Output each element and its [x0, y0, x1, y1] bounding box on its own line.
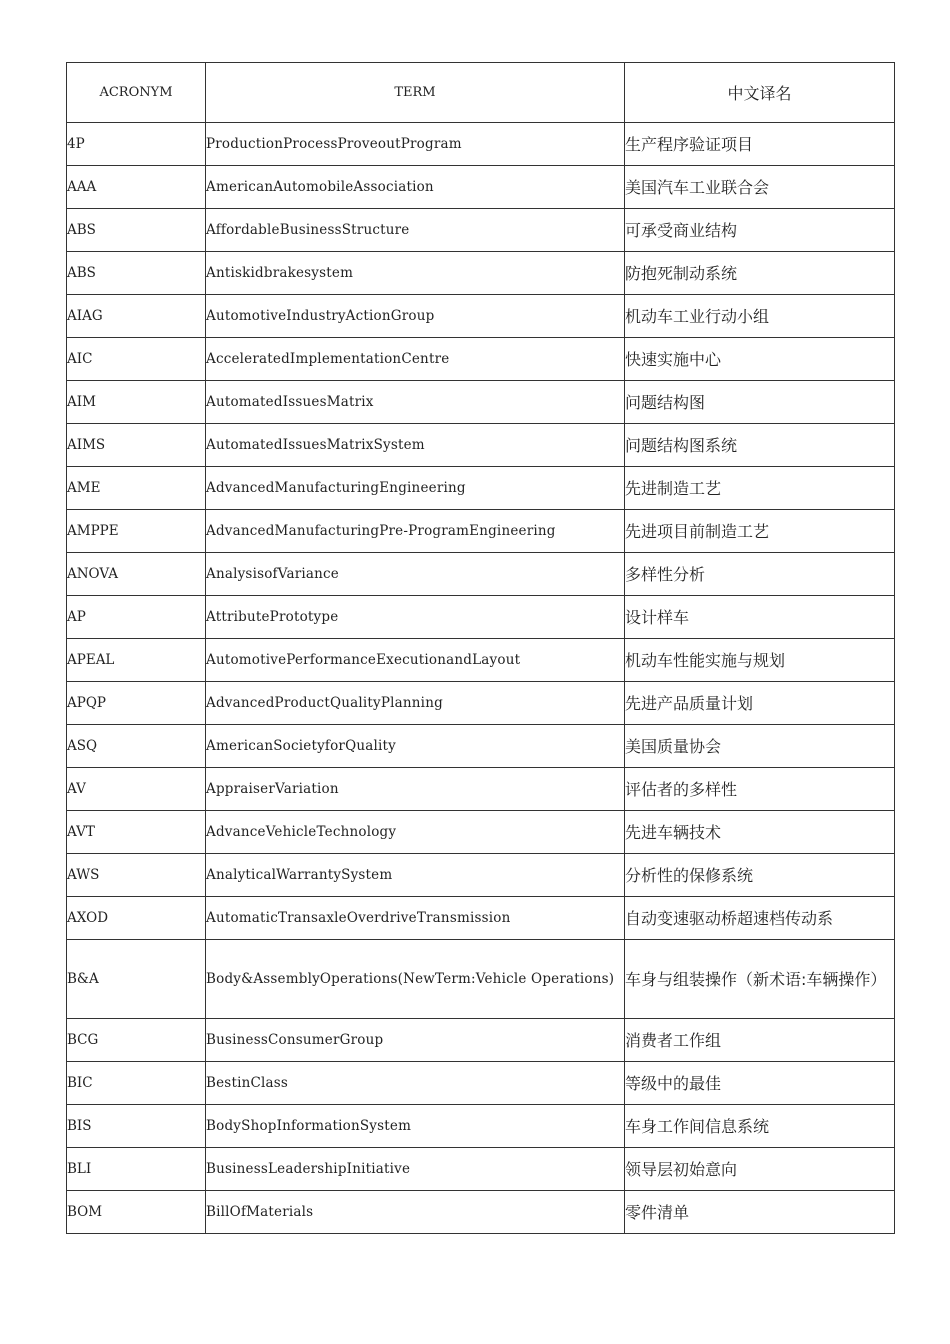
- table-row: [67, 1019, 895, 1062]
- table-row: [67, 682, 895, 725]
- acronym-cell: APQP: [67, 682, 206, 725]
- chinese-name-cell: 问题结构图系统: [625, 424, 895, 467]
- header-acronym: ACRONYM: [67, 63, 206, 123]
- acronym-cell: ABS: [67, 209, 206, 252]
- term-cell: BillOfMaterials: [206, 1191, 625, 1234]
- acronym-cell: AP: [67, 596, 206, 639]
- table-row: [67, 940, 895, 1019]
- chinese-name-cell: 生产程序验证项目: [625, 123, 895, 166]
- table-row: [67, 209, 895, 252]
- table-row: [67, 295, 895, 338]
- term-cell: BusinessConsumerGroup: [206, 1019, 625, 1062]
- chinese-name-cell: 零件清单: [625, 1191, 895, 1234]
- term-cell: AmericanAutomobileAssociation: [206, 166, 625, 209]
- table-row: [67, 467, 895, 510]
- table-row: [67, 639, 895, 682]
- chinese-name-cell: 快速实施中心: [625, 338, 895, 381]
- chinese-name-cell: 消费者工作组: [625, 1019, 895, 1062]
- acronym-cell: APEAL: [67, 639, 206, 682]
- chinese-name-cell: 先进产品质量计划: [625, 682, 895, 725]
- table-row: [67, 725, 895, 768]
- chinese-name-cell: 分析性的保修系统: [625, 854, 895, 897]
- acronym-cell: BLI: [67, 1148, 206, 1191]
- term-cell: AutomaticTransaxleOverdriveTransmission: [206, 897, 625, 940]
- acronym-cell: ABS: [67, 252, 206, 295]
- acronym-cell: BOM: [67, 1191, 206, 1234]
- term-cell: ProductionProcessProveoutProgram: [206, 123, 625, 166]
- table-row: [67, 1148, 895, 1191]
- table-row: [67, 1062, 895, 1105]
- acronym-cell: B&A: [67, 940, 206, 1019]
- acronym-cell: AWS: [67, 854, 206, 897]
- table-row: [67, 1105, 895, 1148]
- table-row: [67, 123, 895, 166]
- acronym-cell: 4P: [67, 123, 206, 166]
- term-cell: AdvancedManufacturingEngineering: [206, 467, 625, 510]
- term-cell: Antiskidbrakesystem: [206, 252, 625, 295]
- chinese-name-cell: 防抱死制动系统: [625, 252, 895, 295]
- acronym-cell: AMPPE: [67, 510, 206, 553]
- term-cell: BusinessLeadershipInitiative: [206, 1148, 625, 1191]
- term-cell: Body&AssemblyOperations(NewTerm:Vehicle Operations): [206, 940, 625, 1019]
- header-term: TERM: [206, 63, 625, 123]
- acronym-cell: AVT: [67, 811, 206, 854]
- header-chinese-name: 中文译名: [625, 63, 895, 123]
- acronym-cell: BCG: [67, 1019, 206, 1062]
- chinese-name-cell: 多样性分析: [625, 553, 895, 596]
- term-cell: BodyShopInformationSystem: [206, 1105, 625, 1148]
- term-cell: AdvancedProductQualityPlanning: [206, 682, 625, 725]
- chinese-name-cell: 先进车辆技术: [625, 811, 895, 854]
- acronym-cell: AIM: [67, 381, 206, 424]
- acronym-cell: AAA: [67, 166, 206, 209]
- table-row: [67, 553, 895, 596]
- table-row: [67, 1191, 895, 1234]
- table-row: [67, 338, 895, 381]
- acronym-cell: BIC: [67, 1062, 206, 1105]
- term-cell: AdvancedManufacturingPre-ProgramEngineering: [206, 510, 625, 553]
- table-row: [67, 166, 895, 209]
- chinese-name-cell: 先进制造工艺: [625, 467, 895, 510]
- term-cell: AnalysisofVariance: [206, 553, 625, 596]
- chinese-name-cell: 自动变速驱动桥超速档传动系: [625, 897, 895, 940]
- chinese-name-cell: 机动车性能实施与规划: [625, 639, 895, 682]
- table-row: [67, 768, 895, 811]
- table-row: [67, 596, 895, 639]
- acronym-cell: AIMS: [67, 424, 206, 467]
- chinese-name-cell: 美国汽车工业联合会: [625, 166, 895, 209]
- chinese-name-cell: 车身与组装操作（新术语:车辆操作）: [625, 940, 895, 1019]
- term-cell: AppraiserVariation: [206, 768, 625, 811]
- term-cell: AutomotiveIndustryActionGroup: [206, 295, 625, 338]
- term-cell: AutomotivePerformanceExecutionandLayout: [206, 639, 625, 682]
- table-header-row: [67, 63, 895, 123]
- term-cell: AdvanceVehicleTechnology: [206, 811, 625, 854]
- term-cell: AcceleratedImplementationCentre: [206, 338, 625, 381]
- term-cell: AmericanSocietyforQuality: [206, 725, 625, 768]
- table-row: [67, 510, 895, 553]
- chinese-name-cell: 问题结构图: [625, 381, 895, 424]
- acronym-cell: BIS: [67, 1105, 206, 1148]
- term-cell: AttributePrototype: [206, 596, 625, 639]
- chinese-name-cell: 设计样车: [625, 596, 895, 639]
- acronym-cell: ASQ: [67, 725, 206, 768]
- acronym-glossary-table: [66, 62, 895, 1234]
- term-cell: AnalyticalWarrantySystem: [206, 854, 625, 897]
- term-cell: AutomatedIssuesMatrixSystem: [206, 424, 625, 467]
- table-row: [67, 424, 895, 467]
- table-row: [67, 897, 895, 940]
- table-row: [67, 252, 895, 295]
- acronym-cell: AXOD: [67, 897, 206, 940]
- chinese-name-cell: 可承受商业结构: [625, 209, 895, 252]
- acronym-cell: AIC: [67, 338, 206, 381]
- chinese-name-cell: 先进项目前制造工艺: [625, 510, 895, 553]
- chinese-name-cell: 美国质量协会: [625, 725, 895, 768]
- acronym-cell: AV: [67, 768, 206, 811]
- acronym-cell: AIAG: [67, 295, 206, 338]
- table-body: [67, 123, 895, 1234]
- chinese-name-cell: 评估者的多样性: [625, 768, 895, 811]
- chinese-name-cell: 机动车工业行动小组: [625, 295, 895, 338]
- term-cell: AutomatedIssuesMatrix: [206, 381, 625, 424]
- term-cell: BestinClass: [206, 1062, 625, 1105]
- acronym-cell: ANOVA: [67, 553, 206, 596]
- chinese-name-cell: 等级中的最佳: [625, 1062, 895, 1105]
- table-row: [67, 811, 895, 854]
- acronym-cell: AME: [67, 467, 206, 510]
- chinese-name-cell: 领导层初始意向: [625, 1148, 895, 1191]
- table-row: [67, 381, 895, 424]
- term-cell: AffordableBusinessStructure: [206, 209, 625, 252]
- table-row: [67, 854, 895, 897]
- chinese-name-cell: 车身工作间信息系统: [625, 1105, 895, 1148]
